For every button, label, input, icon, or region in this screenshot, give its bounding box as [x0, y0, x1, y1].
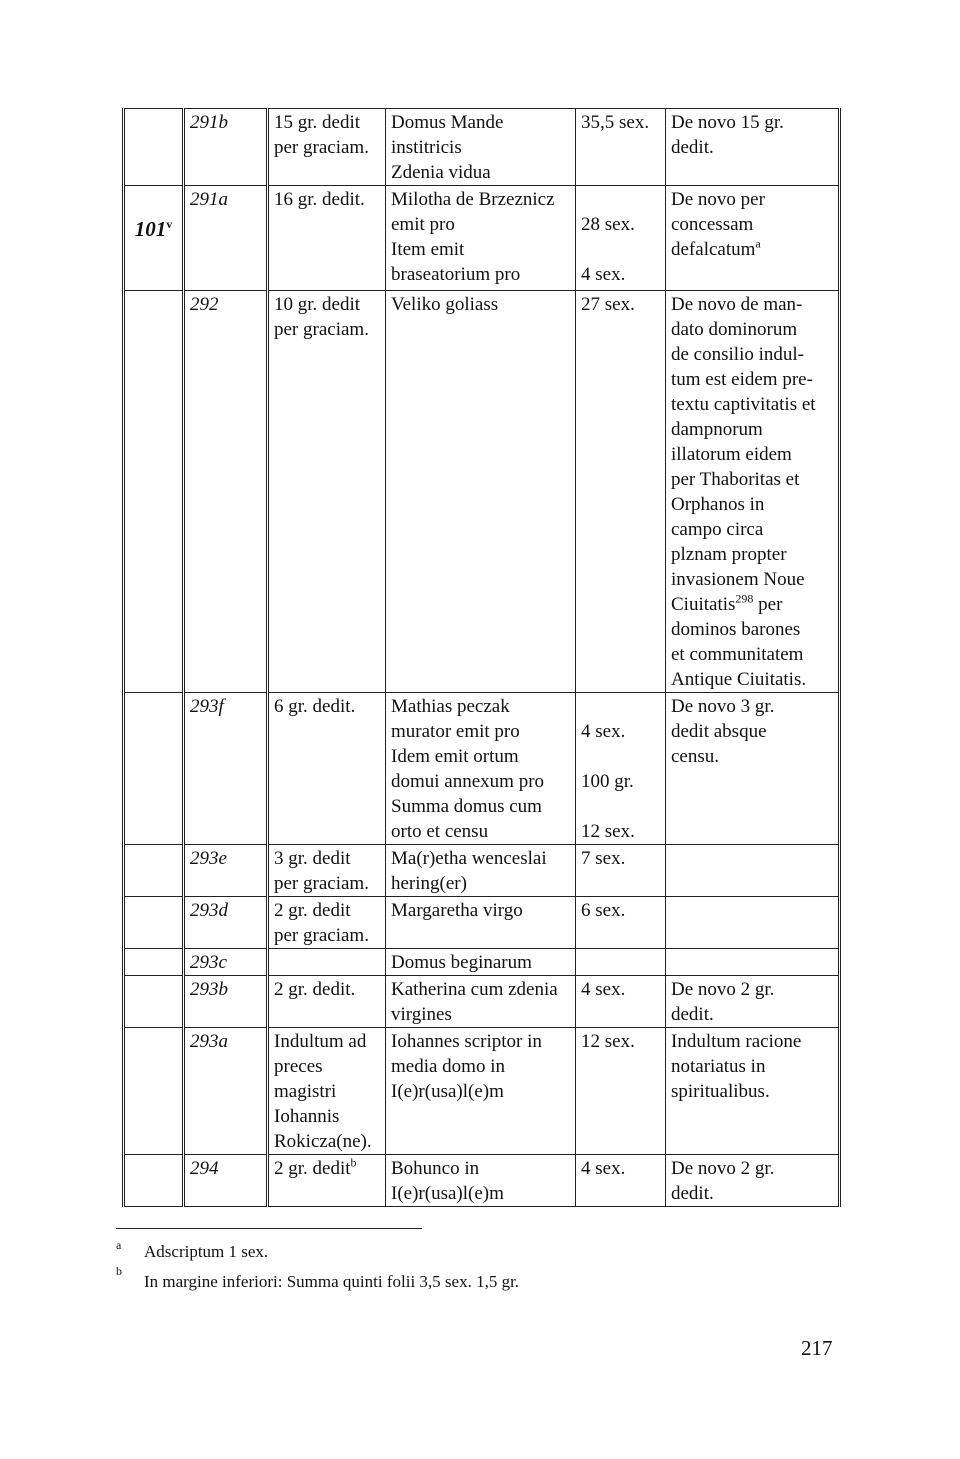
payment-line — [274, 135, 380, 160]
name-line — [391, 237, 570, 262]
note-line — [671, 744, 833, 769]
name-line — [391, 769, 570, 794]
note-line — [671, 542, 833, 567]
amount-cell — [576, 949, 666, 976]
note-cell — [666, 109, 840, 186]
name-line — [391, 719, 570, 744]
name-cell — [386, 291, 576, 693]
note-text: dampnorum — [671, 419, 763, 440]
amount-line — [581, 744, 660, 769]
entry-number: 291b — [184, 109, 268, 186]
name-cell — [386, 845, 576, 897]
amount-line: 28 sex. — [581, 214, 635, 235]
note-cell — [666, 976, 840, 1028]
note-line — [671, 642, 833, 667]
name-line — [391, 1079, 570, 1104]
payment-text: 2 gr. dedit — [274, 1158, 351, 1179]
name-text: Bohunco in — [391, 1158, 480, 1179]
table-row — [124, 291, 840, 693]
name-cell — [386, 949, 576, 976]
amount-line: 12 sex. — [581, 821, 635, 842]
name-text: Milotha de Brzeznicz — [391, 189, 555, 210]
note-text: De novo 15 gr. — [671, 112, 784, 133]
entry-number: 293b — [184, 976, 268, 1028]
note-line — [671, 592, 833, 617]
note-line — [671, 617, 833, 642]
name-text: hering(er) — [391, 873, 467, 894]
note-line — [671, 517, 833, 542]
entry-number: 293f — [184, 693, 268, 845]
note-text: dato dominorum — [671, 319, 798, 340]
name-text: Domus beginarum — [391, 952, 532, 973]
note-line — [671, 977, 833, 1002]
note-cell — [666, 897, 840, 949]
payment-line — [274, 923, 380, 948]
note-line — [671, 467, 833, 492]
footnote-mark: a — [116, 1238, 122, 1252]
folio-cell — [124, 1155, 184, 1207]
payment-line — [274, 898, 380, 923]
name-line — [391, 110, 570, 135]
name-line — [391, 292, 570, 317]
payment-cell — [268, 1155, 386, 1207]
note-line — [671, 442, 833, 467]
note-line — [671, 342, 833, 367]
name-text: Summa domus cum — [391, 796, 542, 817]
name-text: Zdenia vidua — [391, 162, 491, 183]
amount-line — [581, 694, 660, 719]
name-cell — [386, 897, 576, 949]
note-text: et communitatem — [671, 644, 804, 665]
footnote-text: In margine inferiori: Summa quinti folii 3,5 sex. 1,5 gr. — [144, 1272, 520, 1291]
note-text: Antique Ciuitatis. — [671, 669, 807, 690]
note-cell — [666, 693, 840, 845]
note-text: spiritualibus. — [671, 1081, 770, 1102]
name-text: virgines — [391, 1004, 452, 1025]
note-text: per Thaboritas et — [671, 469, 800, 490]
payment-line — [274, 694, 380, 719]
note-text: textu captivitatis et — [671, 394, 816, 415]
name-line — [391, 898, 570, 923]
name-line — [391, 846, 570, 871]
payment-text: 2 gr. dedit. — [274, 979, 356, 1000]
payment-line — [274, 1104, 380, 1129]
name-line — [391, 1029, 570, 1054]
footnote-rule — [116, 1228, 422, 1229]
payment-cell — [268, 109, 386, 186]
note-cell — [666, 949, 840, 976]
name-text: Iohannes scriptor in — [391, 1031, 542, 1052]
folio-cell — [124, 897, 184, 949]
entry-number: 293d — [184, 897, 268, 949]
name-text: murator emit pro — [391, 721, 520, 742]
note-line — [671, 1054, 833, 1079]
amount-cell — [576, 1155, 666, 1207]
name-text: institricis — [391, 137, 462, 158]
name-text: Veliko goliass — [391, 294, 499, 315]
name-cell — [386, 976, 576, 1028]
note-text: Orphanos in — [671, 494, 765, 515]
name-line — [391, 819, 570, 844]
entry-number: 293e — [184, 845, 268, 897]
note-cell — [666, 291, 840, 693]
payment-text: 2 gr. dedit — [274, 900, 351, 921]
name-line — [391, 135, 570, 160]
amount-cell — [576, 1028, 666, 1155]
folio-cell — [124, 949, 184, 976]
note-text: dedit. — [671, 137, 714, 158]
note-text: per — [753, 594, 783, 615]
payment-text: 6 gr. dedit. — [274, 696, 356, 717]
payment-cell — [268, 845, 386, 897]
amount-line: 4 sex. — [581, 1158, 626, 1179]
payment-text: 3 gr. dedit — [274, 848, 351, 869]
entry-number: 293a — [184, 1028, 268, 1155]
amount-line: 4 sex. — [581, 979, 626, 1000]
note-line — [671, 1181, 833, 1206]
folio-cell — [124, 845, 184, 897]
note-line — [671, 392, 833, 417]
table-row — [124, 186, 840, 291]
name-text: braseatorium pro — [391, 264, 521, 285]
payment-cell — [268, 976, 386, 1028]
amount-line — [581, 187, 660, 212]
table-row — [124, 897, 840, 949]
amount-line: 27 sex. — [581, 294, 635, 315]
amount-cell — [576, 976, 666, 1028]
name-line — [391, 950, 570, 975]
payment-cell — [268, 291, 386, 693]
name-line — [391, 977, 570, 1002]
payment-line — [274, 1129, 380, 1154]
note-line — [671, 667, 833, 692]
payment-line — [274, 1156, 380, 1181]
name-text: media domo in — [391, 1056, 505, 1077]
note-line — [671, 292, 833, 317]
note-text: De novo 2 gr. — [671, 1158, 775, 1179]
payment-text: per graciam. — [274, 873, 369, 894]
amount-line — [581, 237, 660, 262]
note-text: De novo 3 gr. — [671, 696, 775, 717]
payment-text: Iohannis — [274, 1106, 340, 1127]
note-text: censu. — [671, 746, 720, 767]
payment-line — [274, 977, 380, 1002]
amount-line: 35,5 sex. — [581, 112, 650, 133]
note-cell — [666, 845, 840, 897]
footnote-mark: b — [116, 1264, 122, 1278]
note-line — [671, 135, 833, 160]
name-text: orto et censu — [391, 821, 489, 842]
table-row — [124, 693, 840, 845]
folio-cell — [124, 109, 184, 186]
name-cell — [386, 1028, 576, 1155]
name-text: Domus Mande — [391, 112, 504, 133]
folio-number: 101 — [134, 217, 167, 241]
payment-line — [274, 1054, 380, 1079]
name-line — [391, 1054, 570, 1079]
note-line — [671, 1002, 833, 1027]
name-line — [391, 262, 570, 287]
note-line — [671, 212, 833, 237]
footnote-reference: a — [755, 236, 761, 251]
ledger-table — [122, 108, 841, 1207]
amount-cell — [576, 897, 666, 949]
name-line — [391, 160, 570, 185]
table-row — [124, 976, 840, 1028]
name-line — [391, 871, 570, 896]
note-text: tum est eidem pre- — [671, 369, 813, 390]
table-row — [124, 845, 840, 897]
note-text: concessam — [671, 214, 754, 235]
payment-text: Rokicza(ne). — [274, 1131, 372, 1152]
amount-cell — [576, 291, 666, 693]
folio-cell — [124, 186, 184, 291]
note-text: notariatus in — [671, 1056, 766, 1077]
note-cell — [666, 186, 840, 291]
payment-cell — [268, 693, 386, 845]
table-row — [124, 1155, 840, 1207]
payment-text: per graciam. — [274, 319, 369, 340]
payment-text: preces — [274, 1056, 323, 1077]
note-text: invasionem Noue — [671, 569, 805, 590]
footnote-reference: b — [350, 1155, 357, 1170]
note-text: dedit. — [671, 1004, 714, 1025]
name-line — [391, 794, 570, 819]
name-cell — [386, 693, 576, 845]
note-text: dedit. — [671, 1183, 714, 1204]
folio-cell — [124, 976, 184, 1028]
name-text: domui annexum pro — [391, 771, 545, 792]
payment-line — [274, 317, 380, 342]
payment-text: per graciam. — [274, 925, 369, 946]
payment-line — [274, 1079, 380, 1104]
name-line — [391, 1181, 570, 1206]
payment-cell — [268, 186, 386, 291]
entry-number: 293c — [184, 949, 268, 976]
note-line — [671, 492, 833, 517]
payment-line — [274, 292, 380, 317]
folio-side: v — [166, 217, 173, 231]
note-line — [671, 367, 833, 392]
note-line — [671, 1029, 833, 1054]
payment-text: 15 gr. dedit — [274, 112, 361, 133]
note-text: dominos barones — [671, 619, 801, 640]
payment-text: Indultum ad — [274, 1031, 367, 1052]
name-text: Katherina cum zdenia — [391, 979, 558, 1000]
note-line — [671, 417, 833, 442]
amount-cell — [576, 693, 666, 845]
payment-cell — [268, 1028, 386, 1155]
name-line — [391, 744, 570, 769]
amount-line: 4 sex. — [581, 721, 626, 742]
name-text: Margaretha virgo — [391, 900, 523, 921]
note-line — [671, 317, 833, 342]
name-text: emit pro — [391, 214, 455, 235]
table-row — [124, 1028, 840, 1155]
note-text: Ciuitatis — [671, 594, 736, 615]
note-line — [671, 719, 833, 744]
note-text: defalcatum — [671, 239, 756, 260]
name-text: I(e)r(usa)l(e)m — [391, 1081, 504, 1102]
note-line — [671, 110, 833, 135]
name-line — [391, 1156, 570, 1181]
note-line — [671, 567, 833, 592]
amount-cell — [576, 845, 666, 897]
amount-line: 100 gr. — [581, 771, 634, 792]
note-line — [671, 1079, 833, 1104]
name-line — [391, 1002, 570, 1027]
note-text: De novo de man- — [671, 294, 803, 315]
amount-cell — [576, 186, 666, 291]
note-text: plznam propter — [671, 544, 787, 565]
payment-line — [274, 187, 380, 212]
footnote-reference: 298 — [735, 591, 754, 606]
note-line — [671, 187, 833, 212]
note-cell — [666, 1155, 840, 1207]
name-cell — [386, 1155, 576, 1207]
amount-line: 4 sex. — [581, 264, 626, 285]
payment-text: magistri — [274, 1081, 337, 1102]
payment-cell — [268, 949, 386, 976]
name-line — [391, 212, 570, 237]
table-row — [124, 949, 840, 976]
amount-line — [581, 794, 660, 819]
page-number: 217 — [801, 1336, 833, 1360]
folio-cell — [124, 1028, 184, 1155]
name-text: Ma(r)etha wenceslai — [391, 848, 547, 869]
name-line — [391, 187, 570, 212]
payment-line — [274, 110, 380, 135]
note-text: de consilio indul- — [671, 344, 804, 365]
name-cell — [386, 186, 576, 291]
name-cell — [386, 109, 576, 186]
note-text: dedit absque — [671, 721, 767, 742]
note-cell — [666, 1028, 840, 1155]
name-line — [391, 694, 570, 719]
payment-cell — [268, 897, 386, 949]
folio-cell — [124, 693, 184, 845]
note-text: campo circa — [671, 519, 764, 540]
entry-number: 291a — [184, 186, 268, 291]
amount-cell — [576, 109, 666, 186]
note-line — [671, 237, 833, 262]
payment-line — [274, 871, 380, 896]
note-line — [671, 1156, 833, 1181]
name-text: Mathias peczak — [391, 696, 510, 717]
note-text: illatorum eidem — [671, 444, 792, 465]
table-row — [124, 109, 840, 186]
note-line — [671, 694, 833, 719]
amount-line: 7 sex. — [581, 848, 626, 869]
name-text: I(e)r(usa)l(e)m — [391, 1183, 504, 1204]
note-text: De novo 2 gr. — [671, 979, 775, 1000]
note-text: Indultum racione — [671, 1031, 802, 1052]
payment-text: per graciam. — [274, 137, 369, 158]
name-text: Item emit — [391, 239, 465, 260]
amount-line: 12 sex. — [581, 1031, 635, 1052]
note-text: De novo per — [671, 189, 765, 210]
footnote-text: Adscriptum 1 sex. — [144, 1242, 269, 1261]
payment-line — [274, 846, 380, 871]
payment-text: 10 gr. dedit — [274, 294, 361, 315]
entry-number: 294 — [184, 1155, 268, 1207]
payment-line — [274, 1029, 380, 1054]
amount-line: 6 sex. — [581, 900, 626, 921]
name-text: Idem emit ortum — [391, 746, 519, 767]
entry-number: 292 — [184, 291, 268, 693]
payment-text: 16 gr. dedit. — [274, 189, 365, 210]
folio-cell — [124, 291, 184, 693]
